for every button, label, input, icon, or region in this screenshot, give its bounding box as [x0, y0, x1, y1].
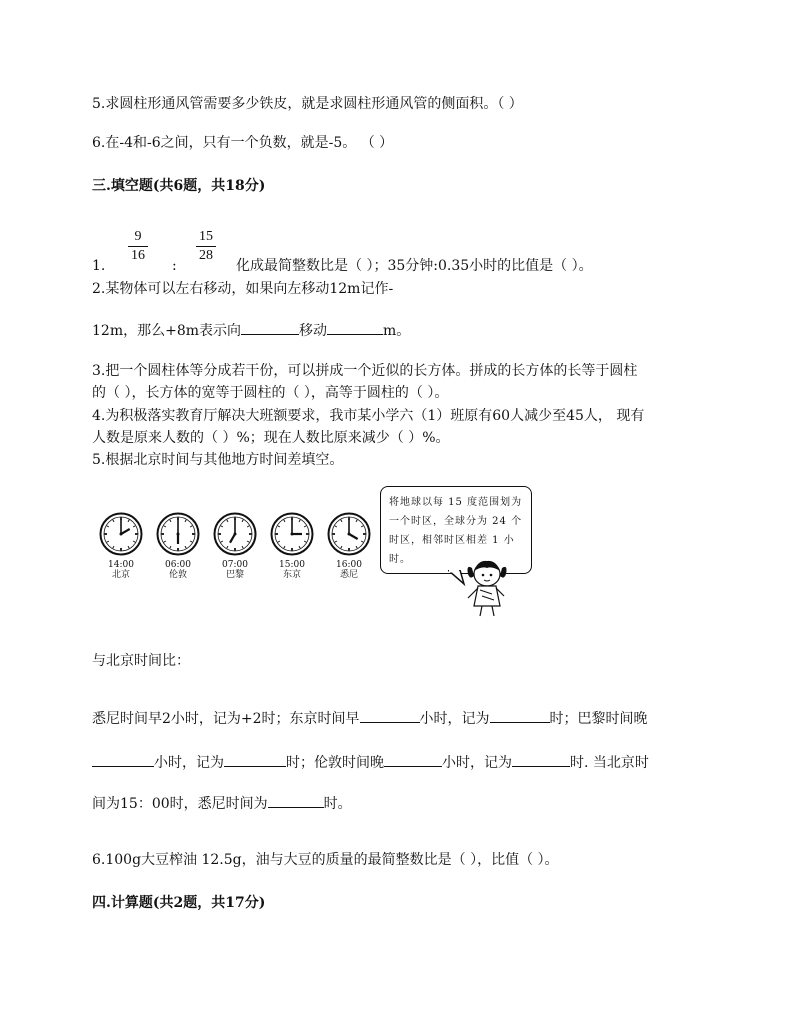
fill-question-4-line-1: 4.为积极落实教育厅解决大班额要求，我市某小学六（1）班原有60人减少至45人， 现有 — [92, 408, 645, 424]
fill-question-3-line-2: 的（ ），长方体的宽等于圆柱的（ ），高等于圆柱的（ ）。 — [92, 385, 449, 401]
fill-question-5-line-3 — [92, 752, 649, 773]
clock-label — [267, 560, 317, 580]
answer-blank[interactable] — [268, 793, 324, 808]
judge-question-6: 6.在-4和-6之间，只有一个负数，就是-5。 （ ） — [92, 135, 394, 151]
clock-city: 悉尼 — [339, 570, 358, 580]
fraction-9-16 — [128, 229, 148, 264]
fill-question-1-text: 化成最简整数比是（ ）；35分钟:0.35小时的比值是（ ）。 — [236, 258, 593, 274]
clock-label — [96, 560, 146, 580]
fraction-bar — [128, 246, 148, 247]
clock-time: 15:00 — [279, 560, 305, 570]
answer-blank[interactable] — [490, 708, 550, 723]
text-segment: 时；巴黎时间晚 — [549, 711, 648, 727]
text-segment: 悉尼时间早2小时，记为+2时；东京时间早 — [92, 711, 360, 727]
text-segment: 移动 — [299, 323, 328, 339]
fill-question-5-line-4 — [92, 793, 352, 814]
clock-label — [324, 560, 374, 580]
fill-question-5-line-2 — [92, 708, 648, 729]
clock-time: 06:00 — [165, 560, 191, 570]
fraction-15-28 — [196, 229, 216, 264]
text-segment: 小时，记为 — [154, 755, 224, 771]
text-segment: 小时，记为 — [419, 711, 490, 727]
fraction-numerator: 9 — [134, 229, 142, 244]
clock-time: 07:00 — [222, 560, 248, 570]
answer-blank[interactable] — [360, 708, 420, 723]
clock-time: 14:00 — [108, 560, 134, 570]
clock-city: 伦敦 — [168, 570, 187, 580]
fill-question-1-number: 1. — [92, 258, 106, 274]
fill-question-2-line-1: 2.某物体可以左右移动，如果向左移动12m记作- — [92, 281, 394, 297]
section-3-title: 三.填空题(共6题，共18分) — [92, 178, 266, 194]
clock-face — [156, 512, 200, 556]
section-4-title: 四.计算题(共2题，共17分) — [92, 895, 266, 911]
fraction-numerator: 15 — [199, 229, 213, 244]
text-segment: 时。 — [323, 796, 352, 812]
fraction-denominator: 16 — [131, 248, 145, 263]
text-segment: 时. 当北京时 — [570, 755, 649, 771]
answer-blank[interactable] — [512, 752, 570, 767]
answer-blank[interactable] — [384, 752, 442, 767]
text-segment: 12m，那么+8m表示向 — [92, 323, 242, 339]
clock-label — [210, 560, 260, 580]
fraction-bar — [196, 246, 216, 247]
speech-bubble-text: 将地球以每 15 度范围划为一个时区，全球分为 24 个时区，相邻时区相差 1 小时。 — [389, 497, 523, 565]
answer-blank[interactable] — [92, 752, 154, 767]
clock-label — [153, 560, 203, 580]
text-segment: 间为15：00时，悉尼时间为 — [92, 796, 268, 812]
judge-question-5: 5.求圆柱形通风管需要多少铁皮，就是求圆柱形通风管的侧面积。（ ） — [92, 96, 523, 112]
clock-face — [327, 512, 371, 556]
text-segment: 小时，记为 — [442, 755, 512, 771]
ratio-colon: : — [172, 258, 177, 274]
answer-blank[interactable] — [327, 320, 383, 335]
clock-face — [270, 512, 314, 556]
clock-face — [99, 512, 143, 556]
fill-question-5-line-1: 5.根据北京时间与其他地方时间差填空。 — [92, 452, 344, 468]
clock-city: 巴黎 — [225, 570, 244, 580]
text-segment: 时；伦敦时间晚 — [286, 755, 384, 771]
fill-question-3-line-1: 3.把一个圆柱体等分成若干份，可以拼成一个近似的长方体。拼成的长方体的长等于圆柱 — [92, 363, 638, 379]
clock-city: 东京 — [282, 570, 301, 580]
clock-time: 16:00 — [336, 560, 362, 570]
clock-city: 北京 — [111, 570, 130, 580]
fill-question-6: 6.100g大豆榨油 12.5g，油与大豆的质量的最简整数比是（ ），比值（ ）。 — [92, 852, 559, 868]
text-segment: m。 — [383, 323, 411, 339]
clock-face — [213, 512, 257, 556]
fill-question-4-line-2: 人数是原来人数的（ ）%；现在人数比原来减少（ ）%。 — [92, 430, 450, 446]
answer-blank[interactable] — [224, 752, 286, 767]
answer-blank[interactable] — [241, 320, 299, 335]
fraction-denominator: 28 — [199, 248, 213, 263]
girl-illustration — [462, 554, 514, 618]
fill-question-2-line-2 — [92, 320, 410, 341]
compare-label: 与北京时间比： — [92, 653, 190, 669]
